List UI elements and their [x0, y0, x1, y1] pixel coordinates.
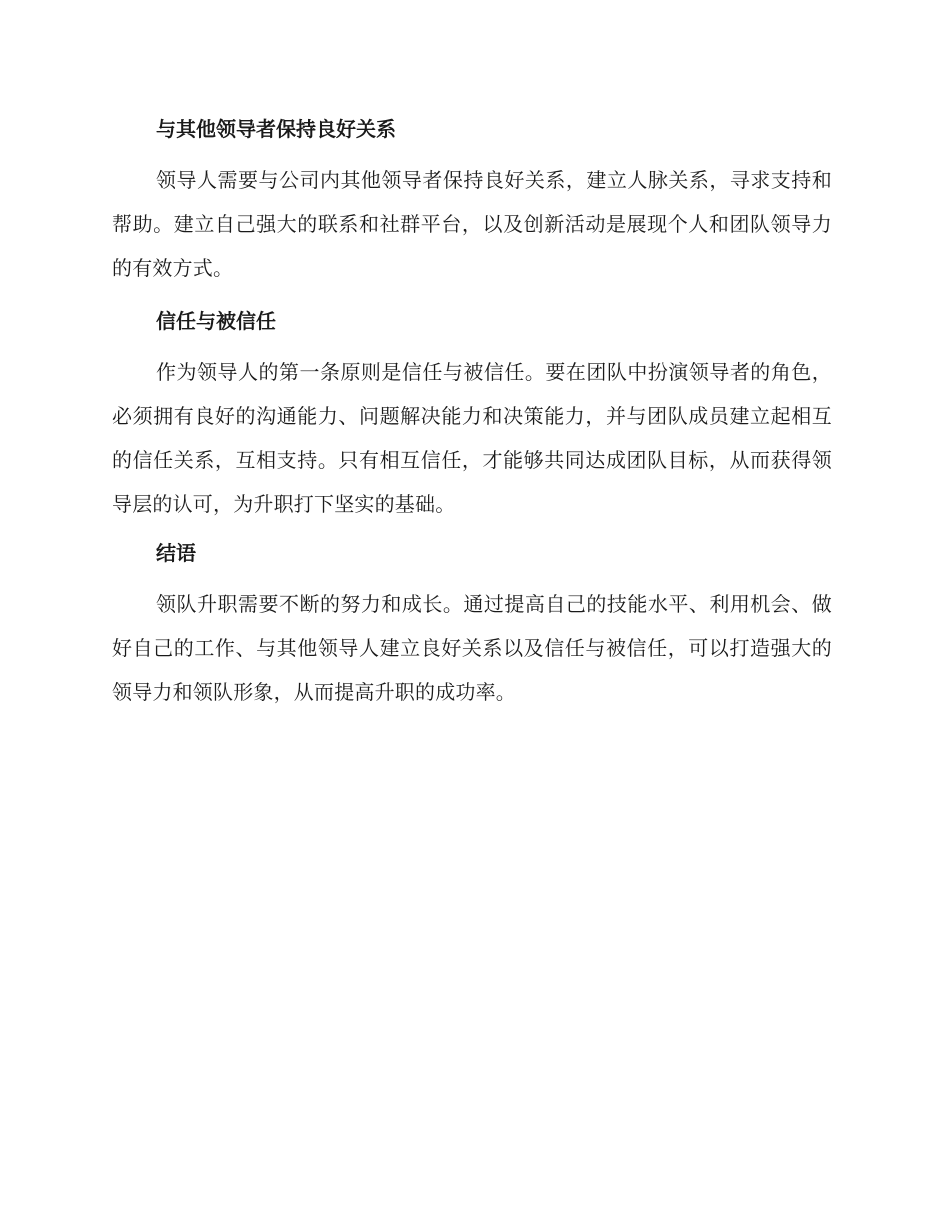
section-heading-trust: 信任与被信任	[156, 309, 276, 333]
section-paragraph-conclusion: 领队升职需要不断的努力和成长。通过提高自己的技能水平、利用机会、做好自己的工作、与其他领导人建立良好关系以及信任与被信任，可以打造强大的领导力和领队形象，从而提高升职的成功率。	[112, 592, 832, 704]
section-paragraph-trust: 作为领导人的第一条原则是信任与被信任。要在团队中扮演领导者的角色，必须拥有良好的沟通能力、问题解决能力和决策能力，并与团队成员建立起相互的信任关系，互相支持。只有相互信任，才能够共同达成团队目标，从而获得领导层的认可，为升职打下坚实的基础。	[112, 360, 832, 516]
document-page	[112, 112, 832, 714]
section-heading-conclusion: 结语	[156, 541, 196, 565]
section-paragraph-relationships: 领导人需要与公司内其他领导者保持良好关系，建立人脉关系，寻求支持和帮助。建立自己强大的联系和社群平台，以及创新活动是展现个人和团队领导力的有效方式。	[112, 168, 832, 280]
section-heading-relationships: 与其他领导者保持良好关系	[156, 117, 396, 141]
